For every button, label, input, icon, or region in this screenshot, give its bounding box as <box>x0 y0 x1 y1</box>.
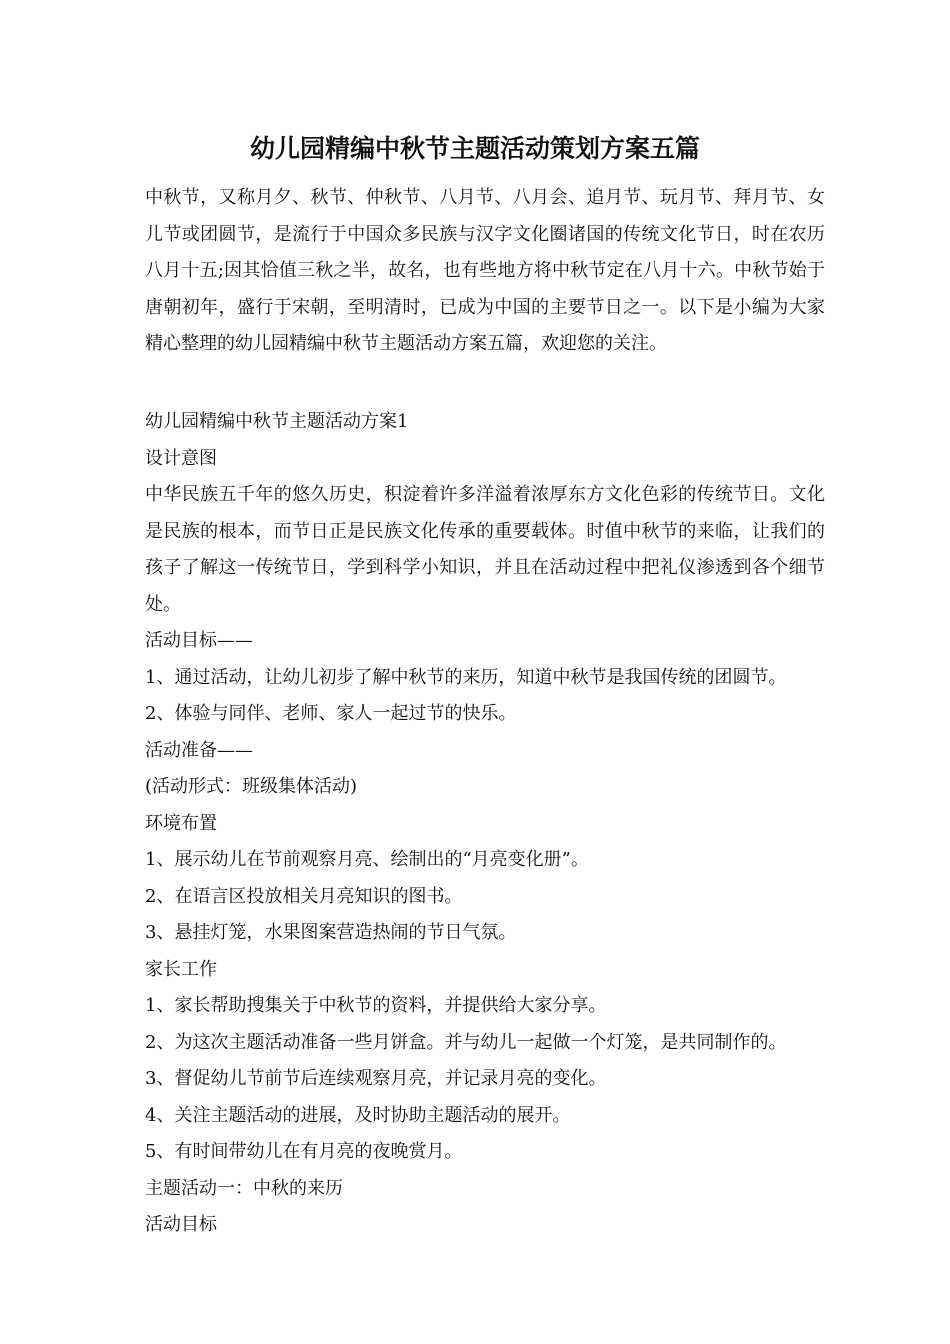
design-heading: 设计意图 <box>145 447 217 469</box>
goal-item: 1、通过活动，让幼儿初步了解中秋节的来历，知道中秋节是我国传统的团圆节。 <box>145 666 787 688</box>
parent-item: 4、关注主题活动的进展，及时协助主题活动的展开。 <box>145 1104 571 1126</box>
prep-form: (活动形式：班级集体活动) <box>145 776 358 797</box>
theme-heading: 主题活动一：中秋的来历 <box>145 1177 343 1199</box>
env-item: 1、展示幼儿在节前观察月亮、绘制出的“月亮变化册”。 <box>145 849 589 870</box>
env-item: 2、在语言区投放相关月亮知识的图书。 <box>145 885 463 907</box>
design-paragraph: 中华民族五千年的悠久历史，积淀着许多洋溢着浓厚东方文化色彩的传统节日。文化是民族的根本，而节日正是民族文化传承的重要载体。时值中秋节的来临，让我们的孩子了解这一传统节日，学到科学小知识，并且在活动过程中把礼仪渗透到各个细节处。 <box>145 484 825 615</box>
prep-heading: 活动准备—— <box>145 739 253 761</box>
parent-item: 1、家长帮助搜集关于中秋节的资料，并提供给大家分享。 <box>145 995 607 1016</box>
goal-item: 2、体验与同伴、老师、家人一起过节的快乐。 <box>145 703 517 724</box>
intro-paragraph: 中秋节，又称月夕、秋节、仲秋节、八月节、八月会、追月节、玩月节、拜月节、女儿节或团圆节，是流行于中国众多民族与汉字文化圈诸国的传统文化节日，时在农历八月十五;因其恰值三秋之半，故名，也有些地方将中秋节定在八月十六。中秋节始于唐朝初年，盛行于宋朝，至明清时，已成为中国的主要节日之一。以下是小编为大家精心整理的幼儿园精编中秋节主题活动方案五篇，欢迎您的关注。 <box>145 187 825 354</box>
env-item: 3、悬挂灯笼，水果图案营造热闹的节日气氛。 <box>145 922 517 943</box>
document-title: 幼儿园精编中秋节主题活动策划方案五篇 <box>249 134 700 163</box>
parent-heading: 家长工作 <box>145 958 217 980</box>
parent-item: 3、督促幼儿节前节后连续观察月亮，并记录月亮的变化。 <box>145 1068 607 1089</box>
goal-heading: 活动目标—— <box>145 630 253 651</box>
theme-goal-heading: 活动目标 <box>145 1214 217 1235</box>
env-heading: 环境布置 <box>145 812 217 834</box>
parent-item: 2、为这次主题活动准备一些月饼盒。并与幼儿一起做一个灯笼，是共同制作的。 <box>145 1031 787 1053</box>
parent-item: 5、有时间带幼儿在有月亮的夜晚赏月。 <box>145 1141 463 1162</box>
document-body <box>145 404 845 1244</box>
section-heading: 幼儿园精编中秋节主题活动方案1 <box>145 411 409 432</box>
